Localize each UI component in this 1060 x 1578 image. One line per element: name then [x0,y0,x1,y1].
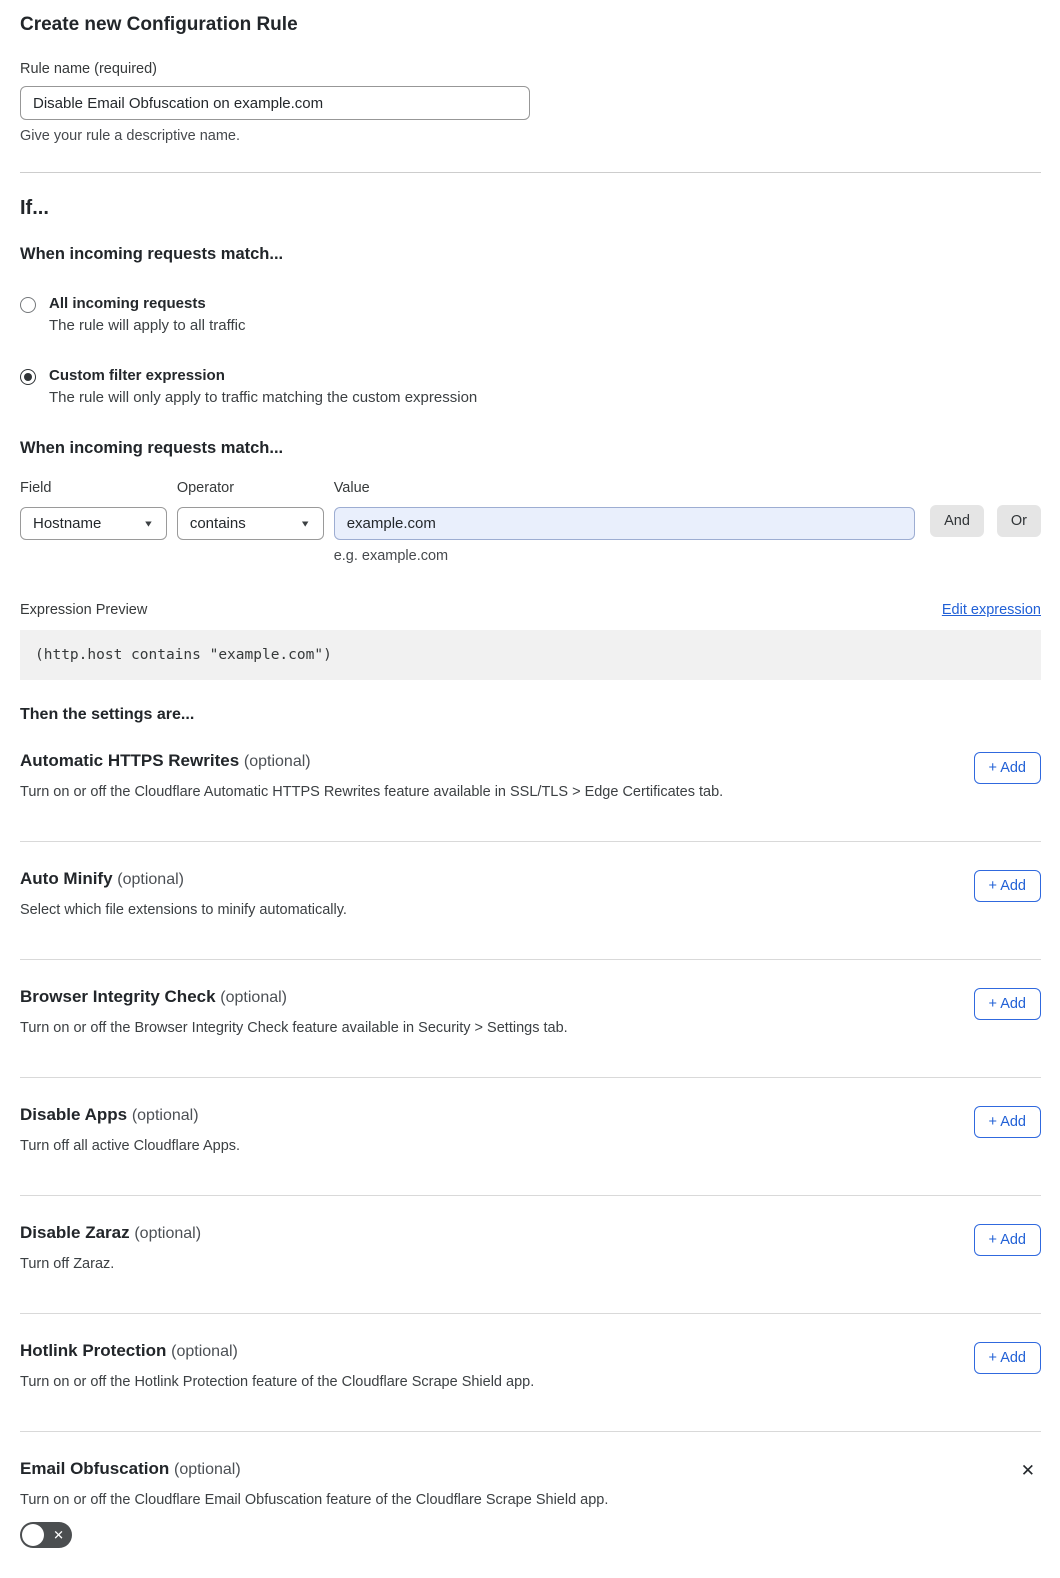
rule-name-input[interactable] [20,86,530,120]
setting-optional-tag: (optional) [131,1107,199,1124]
radio-label: Custom filter expression [49,367,225,384]
setting-disable-zaraz [20,1196,1041,1314]
setting-hotlink-protection [20,1314,1041,1432]
setting-name: Hotlink Protection [20,1341,167,1360]
radio-unselected-icon[interactable] [20,297,36,313]
setting-optional-tag: (optional) [171,1343,238,1360]
add-button[interactable]: + Add [974,988,1042,1020]
if-heading: If... [20,197,49,219]
add-button[interactable]: + Add [974,1342,1042,1374]
radio-custom-filter-expression[interactable] [20,367,1041,406]
operator-select[interactable] [177,507,324,540]
setting-name: Disable Zaraz [20,1223,130,1242]
setting-description: Turn on or off the Cloudflare Automatic HTTPS Rewrites feature available in SSL/TLS > Edge Certificates tab. [20,784,724,800]
setting-title [20,987,568,1007]
operator-label: Operator [176,480,235,496]
setting-name: Automatic HTTPS Rewrites [20,751,240,770]
setting-email-obfuscation [20,1432,1041,1548]
value-helper: e.g. example.com [333,548,449,564]
field-select-value: Hostname [33,515,102,532]
setting-name: Auto Minify [20,869,113,888]
settings-list [20,724,1041,1548]
setting-name: Browser Integrity Check [20,987,216,1006]
setting-optional-tag: (optional) [220,989,287,1006]
setting-title [20,869,347,889]
setting-disable-apps [20,1078,1041,1196]
expression-preview-code: (http.host contains "example.com") [20,630,1041,680]
add-button[interactable]: + Add [974,1106,1042,1138]
page-title: Create new Configuration Rule [20,14,298,35]
close-icon[interactable]: ✕ [1020,1461,1035,1480]
request-match-radio-group [20,295,1041,406]
setting-browser-integrity-check [20,960,1041,1078]
setting-name: Email Obfuscation [20,1459,170,1478]
operator-select-value: contains [189,515,246,532]
toggle-off-x-icon: ✕ [53,1527,64,1543]
condition-heading: When incoming requests match... [20,439,284,457]
section-divider [20,172,1041,173]
radio-selected-icon[interactable] [20,369,36,385]
setting-description: Turn on or off the Browser Integrity Check feature available in Security > Settings tab. [20,1020,568,1036]
expression-preview-label: Expression Preview [20,602,148,618]
edit-expression-link[interactable]: Edit expression [941,602,1041,618]
email-obfuscation-toggle[interactable] [20,1522,72,1548]
setting-automatic-https-rewrites [20,724,1041,842]
add-button[interactable]: + Add [974,870,1042,902]
and-button[interactable]: And [930,505,984,537]
setting-title [20,1459,608,1479]
match-heading: When incoming requests match... [20,245,284,263]
toggle-knob [22,1524,44,1546]
setting-title [20,751,723,771]
chevron-down-icon: ▼ [142,518,154,529]
setting-title [20,1341,534,1361]
add-button[interactable]: + Add [974,752,1042,784]
value-input[interactable] [334,507,915,540]
field-label: Field [20,480,52,496]
radio-description: The rule will only apply to traffic matching the custom expression [49,389,478,406]
value-label: Value [333,480,370,496]
setting-auto-minify [20,842,1041,960]
radio-label: All incoming requests [49,295,206,312]
setting-title [20,1223,201,1243]
rule-name-label: Rule name (required) [20,61,158,77]
setting-optional-tag: (optional) [243,753,311,770]
setting-description: Select which file extensions to minify automatically. [20,902,347,918]
field-select[interactable] [20,507,167,540]
setting-description: Turn on or off the Cloudflare Email Obfuscation feature of the Cloudflare Scrape Shield app. [20,1492,609,1508]
radio-description: The rule will apply to all traffic [49,317,246,334]
add-button[interactable]: + Add [974,1224,1042,1256]
setting-optional-tag: (optional) [117,871,184,888]
setting-description: Turn off all active Cloudflare Apps. [20,1138,241,1154]
settings-heading: Then the settings are... [20,706,195,723]
expression-preview-header [20,602,1041,618]
setting-optional-tag: (optional) [173,1461,241,1478]
chevron-down-icon: ▼ [299,518,311,529]
setting-name: Disable Apps [20,1105,128,1124]
setting-optional-tag: (optional) [134,1225,202,1242]
setting-description: Turn on or off the Hotlink Protection feature of the Cloudflare Scrape Shield app. [20,1374,535,1390]
rule-name-helper: Give your rule a descriptive name. [20,128,241,144]
condition-row [20,480,1041,564]
setting-description: Turn off Zaraz. [20,1256,115,1272]
radio-all-incoming-requests[interactable] [20,295,1041,334]
rule-name-group [20,61,1041,144]
or-button[interactable]: Or [997,505,1041,537]
setting-title [20,1105,240,1125]
